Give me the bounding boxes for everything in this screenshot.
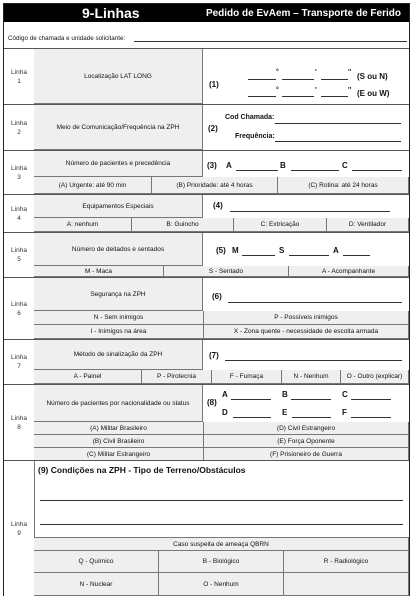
- equipment-field[interactable]: [230, 211, 390, 212]
- option-extrication: C: Extricação: [234, 218, 327, 232]
- option-escort: A - Acompanhante: [289, 266, 409, 277]
- line-2-question: Meio de Comunicação/Frequência na ZPH: [34, 105, 203, 150]
- line-8: Linha 8 Número de pacientes por nacionalidade ou status (8) A B C D E F (A) Militar Brasileiro (D) Civil Estrangeiro (B) Civil Brasileiro (E) Força Oponente (C) Militar Estrangeiro (F) Prisioneiro de Guerra: [4, 384, 409, 460]
- line-3-label: Linha 3: [4, 151, 35, 194]
- count-f-field[interactable]: [351, 417, 391, 418]
- line-4-question: Equipamentos Especiais: [34, 195, 203, 218]
- option-no-signal: N - Nenhum: [282, 370, 341, 384]
- line-1-question: Localização LAT LONG: [34, 49, 203, 104]
- line-7-label: Linha 7: [4, 340, 35, 384]
- count-e-field[interactable]: [292, 417, 331, 418]
- line-8-question: Número de pacientes por nacionalidade ou status: [34, 385, 203, 422]
- form-title: 9-Linhas: [82, 5, 140, 21]
- line-2: [4, 104, 409, 150]
- frequency-field[interactable]: [275, 141, 401, 142]
- priority-count-field[interactable]: [291, 170, 339, 171]
- litter-count-field[interactable]: [242, 255, 275, 256]
- line-1-label: Linha 1: [4, 49, 35, 104]
- line-7-question: Método de sinalização da ZPH: [34, 340, 203, 370]
- line-2-label: Linha 2: [4, 105, 35, 150]
- line-2-number: (2): [208, 124, 218, 133]
- option-nuclear: N - Nuclear: [34, 573, 159, 596]
- option-ambulatory: S - Sentado: [164, 266, 289, 277]
- line-8-label: Linha 8: [4, 385, 35, 460]
- lat-sec-field[interactable]: [321, 79, 348, 80]
- lat-min-field[interactable]: [282, 79, 314, 80]
- call-sign-label: Código de chamada e unidade solicitante:: [8, 35, 126, 42]
- option-priority: (B) Prioridade: até 4 horas: [152, 177, 278, 194]
- lon-min-field[interactable]: [282, 96, 314, 97]
- form-subtitle: Pedido de EvAem – Transporte de Ferido: [205, 8, 401, 19]
- ambulatory-count-field[interactable]: [289, 255, 329, 256]
- call-code-field[interactable]: [275, 123, 401, 124]
- option-br-civil: (B) Civil Brasileiro: [34, 435, 204, 448]
- option-pow: (F) Prisioneiro de Guerra: [204, 448, 409, 461]
- option-pyrotechnic: P - Pirotecnia: [142, 370, 212, 384]
- option-chemical: Q - Químico: [34, 551, 159, 573]
- option-none-cbrn: O - Nenhum: [159, 573, 284, 596]
- line-5-question: Número de deitados e sentados: [34, 233, 203, 266]
- urgent-count-field[interactable]: [236, 170, 278, 171]
- call-code-label: Cod Chamada:: [225, 114, 275, 121]
- line-1-number: (1): [209, 80, 219, 89]
- line-9-title: (9) Condições na ZPH - Tipo de Terreno/Obstáculos: [38, 465, 246, 475]
- count-a-field[interactable]: [231, 399, 271, 400]
- option-foreign-civil: (D) Civil Estrangeiro: [204, 422, 409, 435]
- line-3-question: Número de pacientes e precedência: [34, 151, 203, 177]
- medevac-form: [3, 3, 410, 596]
- frequency-label: Frequência:: [235, 133, 275, 140]
- option-panel: A - Painel: [34, 370, 142, 384]
- line-7: [4, 339, 409, 384]
- ew-hint: (E ou W): [357, 89, 390, 98]
- option-hot-zone: X - Zona quente - necessidade de escolta armada: [204, 325, 409, 339]
- line-4-number: (4): [213, 201, 223, 210]
- option-br-military: (A) Militar Brasileiro: [34, 422, 204, 435]
- line-5-label: Linha 5: [4, 233, 35, 277]
- signal-method-field[interactable]: [225, 360, 402, 361]
- line-6-label: Linha 6: [4, 278, 35, 339]
- ns-hint: (S ou N): [357, 72, 388, 81]
- line-4: [4, 194, 409, 232]
- option-radiological: R - Radiológico: [284, 551, 409, 573]
- escort-count-field[interactable]: [343, 255, 370, 256]
- line-8-number: (8): [207, 398, 217, 407]
- cbrn-heading: Caso suspeita de ameaça QBRN: [34, 538, 409, 551]
- option-none: A: nenhum: [34, 218, 132, 232]
- option-possible-enemy: P - Possíveis inimigos: [204, 311, 409, 325]
- option-litter: M - Maca: [34, 266, 164, 277]
- line-5-number: (5): [216, 246, 226, 255]
- lon-sec-field[interactable]: [321, 96, 348, 97]
- line-4-label: Linha 4: [4, 195, 35, 232]
- security-field[interactable]: [228, 302, 402, 303]
- line-3: Linha 3 Número de pacientes e precedência (3) A B C (A) Urgente: até 90 min (B) Prioridade: até 4 horas (C) Rotina: até 24 horas: [4, 150, 409, 194]
- line-5: Linha 5 Número de deitados e sentados (5) M S A M - Maca S - Sentado A - Acompanhante: [4, 232, 409, 277]
- count-d-field[interactable]: [233, 417, 271, 418]
- option-no-enemy: N - Sem inimigos: [34, 311, 204, 325]
- lon-deg-field[interactable]: [248, 96, 276, 97]
- option-other: O - Outro (explicar): [341, 370, 409, 384]
- option-enemy-in-area: I - Inimigos na área: [34, 325, 204, 339]
- count-c-field[interactable]: [351, 399, 391, 400]
- form-header: [4, 4, 409, 22]
- line-9-label: Linha 9: [4, 461, 35, 596]
- option-smoke: F - Fumaça: [212, 370, 282, 384]
- option-opposing-force: (E) Força Oponente: [204, 435, 409, 448]
- line-7-number: (7): [209, 351, 219, 360]
- terrain-line-2[interactable]: [40, 524, 403, 525]
- routine-count-field[interactable]: [352, 170, 402, 171]
- line-6-number: (6): [212, 292, 222, 301]
- line-3-number: (3): [207, 161, 217, 170]
- line-1: Linha 1 Localização LAT LONG (1) ° ' '' (S ou N) ° ' '' (E ou W): [4, 48, 409, 104]
- line-9: [4, 460, 409, 596]
- option-ventilator: D: Ventilador: [327, 218, 409, 232]
- option-routine: (C) Rotina: até 24 horas: [278, 177, 409, 194]
- call-sign-field[interactable]: [134, 41, 407, 42]
- option-biological: B - Biológico: [159, 551, 284, 573]
- lat-deg-field[interactable]: [248, 79, 276, 80]
- option-urgent: (A) Urgente: até 90 min: [34, 177, 152, 194]
- count-b-field[interactable]: [291, 399, 331, 400]
- line-6-question: Segurança na ZPH: [34, 278, 203, 311]
- option-hoist: B: Guincho: [132, 218, 234, 232]
- option-foreign-military: (C) Militar Estrangeiro: [34, 448, 204, 461]
- line-6: [4, 277, 409, 339]
- empty-cell: [284, 573, 409, 596]
- terrain-line-1[interactable]: [40, 500, 403, 501]
